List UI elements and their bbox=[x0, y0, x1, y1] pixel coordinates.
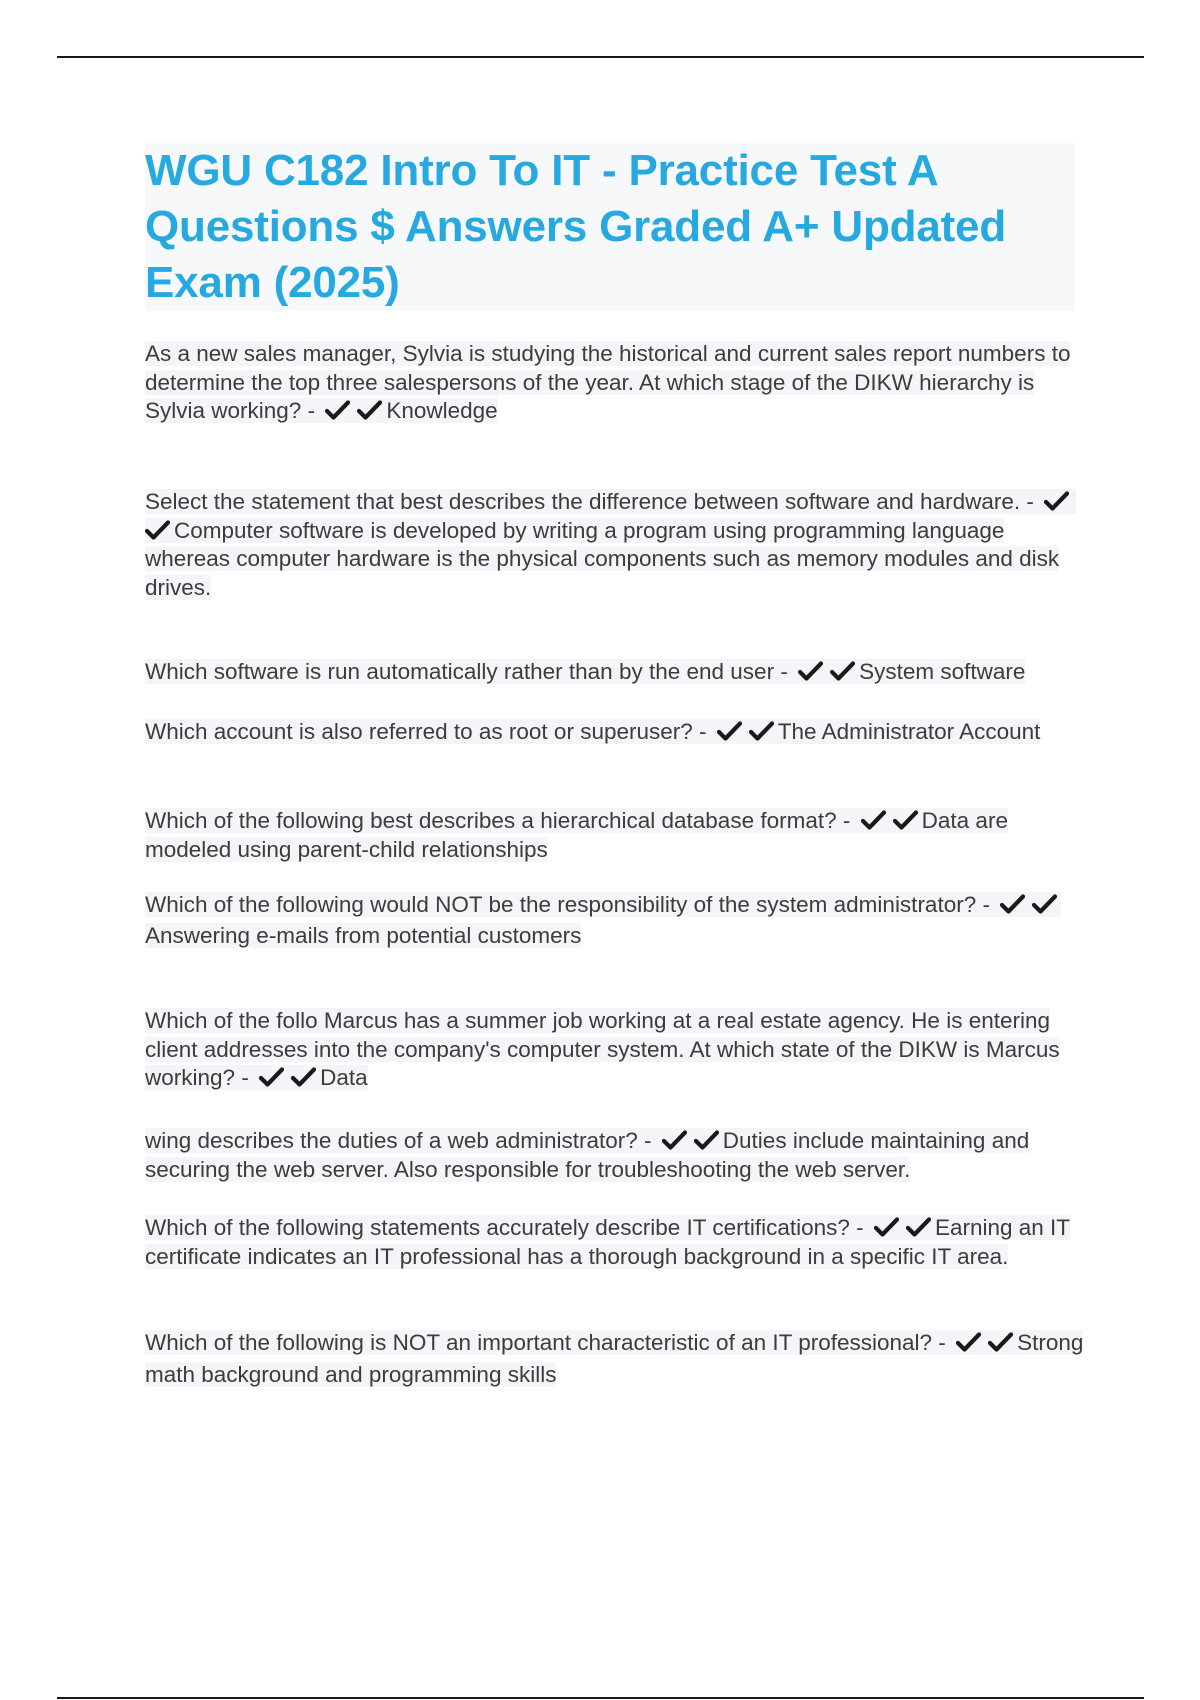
answer-text: Knowledge bbox=[386, 398, 498, 423]
separator: - bbox=[307, 398, 316, 423]
qa-item bbox=[145, 488, 1095, 602]
checkmark-icon bbox=[717, 721, 742, 741]
checkmark-icon bbox=[749, 721, 774, 741]
qa-item bbox=[145, 1214, 1095, 1271]
checkmark-icon bbox=[906, 1217, 931, 1237]
separator: - bbox=[842, 808, 851, 833]
checkmark-icon bbox=[694, 1130, 719, 1150]
bottom-rule bbox=[57, 1697, 1144, 1699]
separator: - bbox=[856, 1215, 864, 1240]
checkmark-icon bbox=[1000, 894, 1025, 914]
checkmark-icon bbox=[830, 661, 855, 681]
checkmark-icon bbox=[357, 400, 382, 420]
checkmark-icon bbox=[662, 1130, 687, 1150]
answer-text: Duties include maintaining and securing the web server. Also responsible for troubleshooting the web server. bbox=[145, 1128, 1030, 1182]
checkmark-icon bbox=[956, 1332, 981, 1352]
separator: - bbox=[982, 892, 990, 917]
answer-text: The Administrator Account bbox=[777, 719, 1041, 744]
qa-item bbox=[145, 1127, 1095, 1184]
answer-text: Computer software is developed by writing a program using programming language whereas computer hardware is the physical components such as memory modules and disk drives. bbox=[145, 517, 1060, 600]
checkmark-icon bbox=[874, 1217, 899, 1237]
checkmark-icon bbox=[893, 810, 918, 830]
question-text: Which of the following would NOT be the responsibility of the system administrator? bbox=[145, 892, 977, 917]
answer-text: Data bbox=[320, 1065, 368, 1090]
checkmark-icon bbox=[259, 1067, 284, 1087]
question-text: Which of the follo Marcus has a summer job working at a real estate agency. He is entering client addresses into the company's computer system. At which state of the DIKW is Marcus working? bbox=[145, 1008, 1060, 1090]
question-text: Which of the following statements accurately describe IT certifications? bbox=[145, 1215, 850, 1240]
separator: - bbox=[1026, 489, 1034, 514]
checkmark-icon bbox=[291, 1067, 316, 1087]
question-text: Which of the following is NOT an important characteristic of an IT professional? bbox=[145, 1330, 933, 1355]
qa-item bbox=[145, 340, 1095, 426]
separator: - bbox=[644, 1128, 652, 1153]
separator: - bbox=[699, 719, 707, 744]
answer-text: System software bbox=[859, 659, 1026, 684]
checkmark-icon bbox=[1044, 491, 1069, 511]
question-text: Which software is run automatically rather than by the end user bbox=[145, 659, 775, 684]
question-text: Select the statement that best describes the difference between software and hardware. bbox=[145, 489, 1021, 514]
answer-text: Data are modeled using parent-child relationships bbox=[145, 808, 1008, 862]
qa-item bbox=[145, 889, 1095, 951]
qa-item bbox=[145, 807, 1095, 864]
answer-text: Earning an IT certificate indicates an IT professional has a thorough background in a specific IT area. bbox=[145, 1215, 1070, 1269]
qa-item bbox=[145, 1327, 1095, 1391]
separator: - bbox=[780, 659, 788, 684]
answer-text: Strong math background and programming skills bbox=[145, 1330, 1084, 1387]
qa-item bbox=[145, 658, 1095, 687]
document-title: WGU C182 Intro To IT - Practice Test A Questions $ Answers Graded A+ Updated Exam (2025) bbox=[145, 143, 1075, 311]
top-rule bbox=[57, 56, 1144, 58]
separator: - bbox=[241, 1065, 249, 1090]
question-text: wing describes the duties of a web administrator? bbox=[145, 1128, 638, 1153]
question-text: As a new sales manager, Sylvia is studying the historical and current sales report numbers to determine the top three salespersons of the year. At which stage of the DIKW hierarchy is Sylvia working? bbox=[145, 341, 1071, 423]
checkmark-icon bbox=[798, 661, 823, 681]
qa-item bbox=[145, 718, 1095, 747]
question-text: Which of the following best describes a hierarchical database format? bbox=[145, 808, 837, 833]
checkmark-icon bbox=[861, 810, 886, 830]
checkmark-icon bbox=[325, 400, 350, 420]
checkmark-icon bbox=[1032, 894, 1057, 914]
checkmark-icon bbox=[145, 520, 170, 540]
question-text: Which account is also referred to as root or superuser? bbox=[145, 719, 693, 744]
qa-item bbox=[145, 1007, 1095, 1093]
answer-text: Answering e-mails from potential customers bbox=[145, 923, 582, 948]
checkmark-icon bbox=[988, 1332, 1013, 1352]
separator: - bbox=[938, 1330, 946, 1355]
